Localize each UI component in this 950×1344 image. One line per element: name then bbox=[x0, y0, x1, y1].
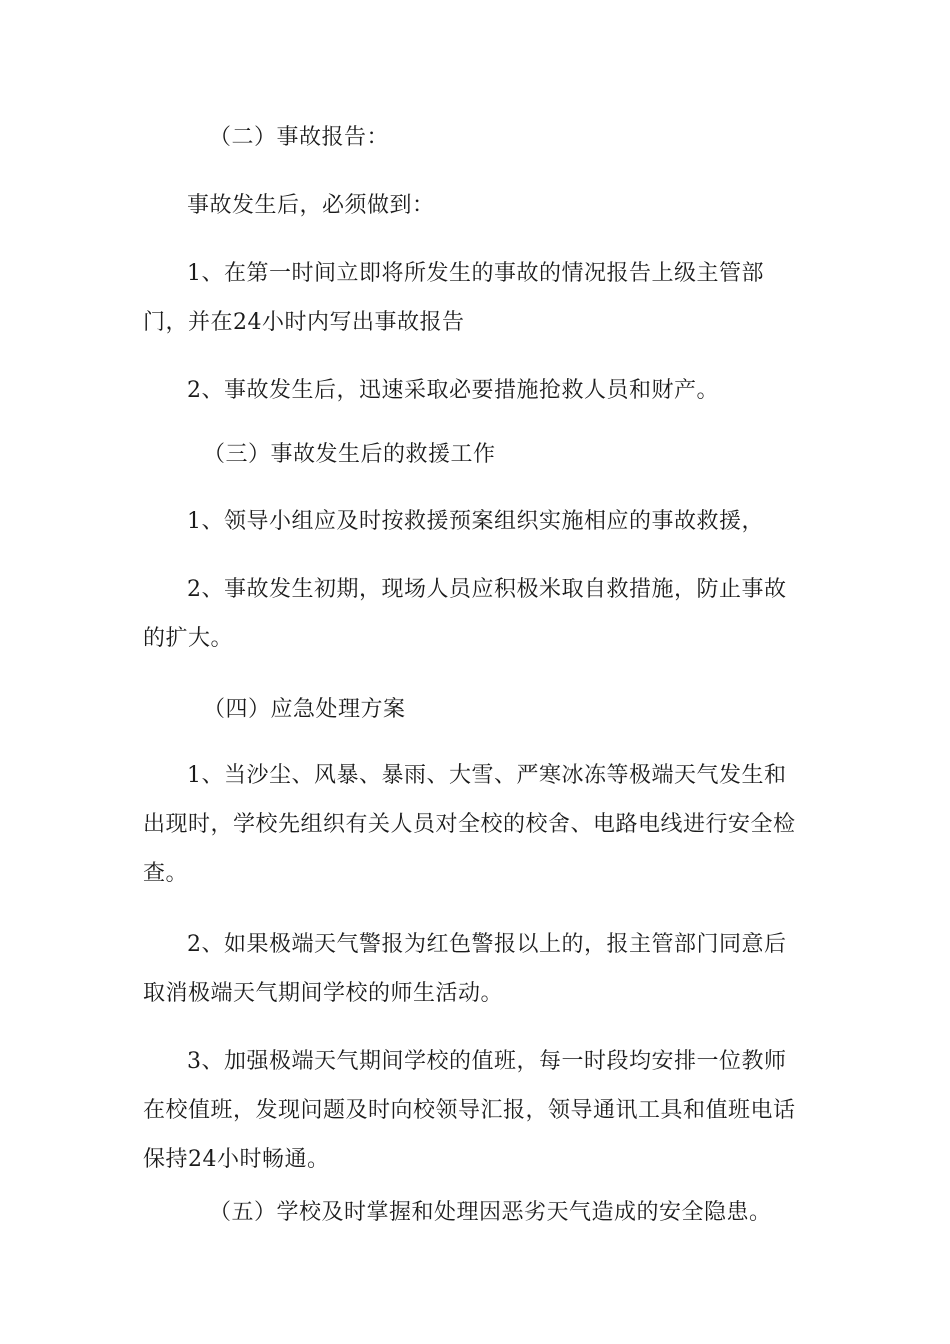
list-item-report-2: 2、事故发生后，迅速采取必要措施抢救人员和财产。 bbox=[187, 378, 719, 403]
section-heading-emergency-plan: （四）应急处理方案 bbox=[203, 697, 406, 722]
list-item-report-1: 1、在第一时间立即将所发生的事故的情况报告上级主管部门，并在24小时内写出事故报告 bbox=[143, 261, 764, 335]
list-item-plan-1: 1、当沙尘、风暴、暴雨、大雪、严寒冰冻等极端天气发生和出现时，学校先组织有关人员对全校的校舍、电路电线进行安全检查。 bbox=[143, 763, 796, 886]
list-item-rescue-2: 2、事故发生初期，现场人员应积极米取自救措施，防止事故的扩大。 bbox=[143, 577, 787, 651]
list-item-plan-2: 2、如果极端天气警报为红色警报以上的，报主管部门同意后取消极端天气期间学校的师生活动。 bbox=[143, 932, 787, 1006]
paragraph-after-accident: 事故发生后，必须做到： bbox=[187, 193, 435, 218]
section-heading-hazards: （五）学校及时掌握和处理因恶劣天气造成的安全隐患。 bbox=[209, 1200, 772, 1225]
list-item-rescue-1: 1、领导小组应及时按救援预案组织实施相应的事故救援， bbox=[187, 509, 764, 534]
list-item-plan-3: 3、加强极端天气期间学校的值班，每一时段均安排一位教师在校值班，发现问题及时向校领导汇报，领导通讯工具和值班电话保持24小时畅通。 bbox=[143, 1049, 796, 1172]
section-heading-accident-report: （二）事故报告： bbox=[209, 125, 390, 150]
section-heading-rescue: （三）事故发生后的救援工作 bbox=[203, 442, 496, 467]
